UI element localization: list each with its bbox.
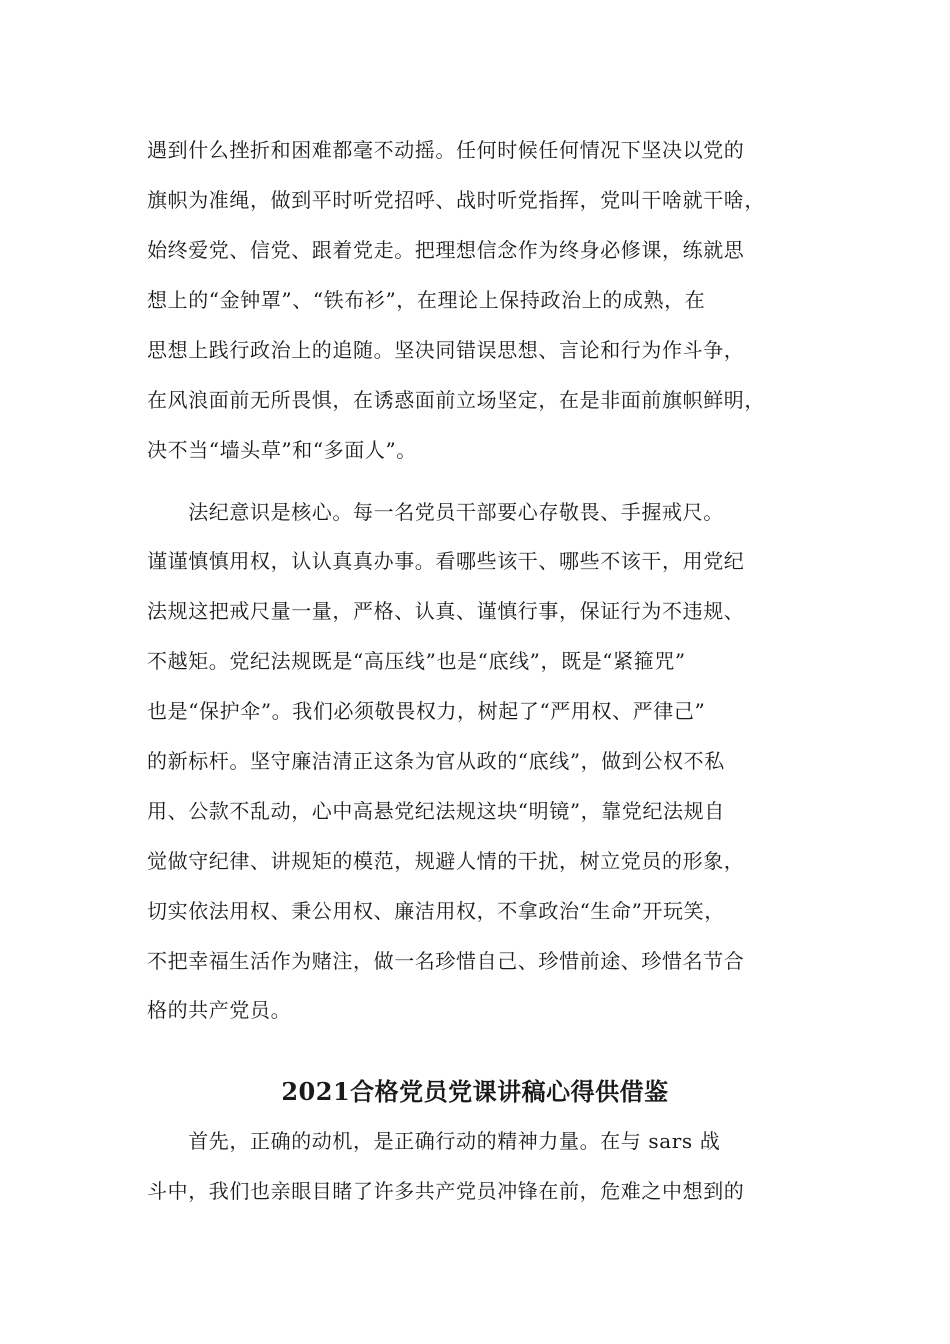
paragraph-1-line-4: 想上的“金钟罩”、“铁布衫”，在理论上保持政治上的成熟，在 [147, 288, 706, 312]
paragraph-1-line-1: 遇到什么挫折和困难都毫不动摇。任何时候任何情况下坚决以党的 [147, 138, 745, 162]
paragraph-2-line-8: 觉做守纪律、讲规矩的模范，规避人情的干扰，树立党员的形象， [147, 849, 745, 873]
paragraph-2-line-1: 法纪意识是核心。每一名党员干部要心存敬畏、手握戒尺。 [147, 500, 724, 524]
paragraph-2-line-11: 格的共产党员。 [147, 998, 292, 1022]
paragraph-1-line-2: 旗帜为准绳，做到平时听党招呼、战时听党指挥，党叫干啥就干啥， [147, 188, 765, 212]
paragraph-3-line-1: 首先，正确的动机，是正确行动的精神力量。在与 sars 战 [147, 1129, 721, 1153]
paragraph-2-line-6: 的新标杆。坚守廉洁清正这条为官从政的“底线”，做到公权不私 [147, 749, 725, 773]
paragraph-2-line-10: 不把幸福生活作为赌注，做一名珍惜自己、珍惜前途、珍惜名节合 [147, 949, 745, 973]
section-heading: 2021合格党员党课讲稿心得供借鉴 [281, 1077, 669, 1106]
paragraph-2-line-7: 用、公款不乱动，心中高悬党纪法规这块“明镜”，靠党纪法规自 [147, 799, 725, 823]
paragraph-2-line-5: 也是“保护伞”。我们必须敬畏权力，树起了“严用权、严律己” [147, 699, 706, 723]
paragraph-2-line-9: 切实依法用权、秉公用权、廉洁用权，不拿政治“生命”开玩笑， [147, 899, 725, 923]
paragraph-2-line-4: 不越矩。党纪法规既是“高压线”也是“底线”，既是“紧箍咒” [147, 649, 686, 673]
paragraph-2-line-2: 谨谨慎慎用权，认认真真办事。看哪些该干、哪些不该干，用党纪 [147, 549, 745, 573]
paragraph-3-line-2: 斗中，我们也亲眼目睹了许多共产党员冲锋在前，危难之中想到的 [147, 1179, 745, 1203]
paragraph-2-line-3: 法规这把戒尺量一量，严格、认真、谨慎行事，保证行为不违规、 [147, 599, 745, 623]
paragraph-1-line-6: 在风浪面前无所畏惧，在诱惑面前立场坚定，在是非面前旗帜鲜明， [147, 388, 765, 412]
paragraph-1-line-3: 始终爱党、信党、跟着党走。把理想信念作为终身必修课，练就思 [147, 238, 745, 262]
paragraph-1-line-5: 思想上践行政治上的追随。坚决同错误思想、言论和行为作斗争， [147, 338, 745, 362]
paragraph-1-line-7: 决不当“墙头草”和“多面人”。 [147, 438, 417, 462]
